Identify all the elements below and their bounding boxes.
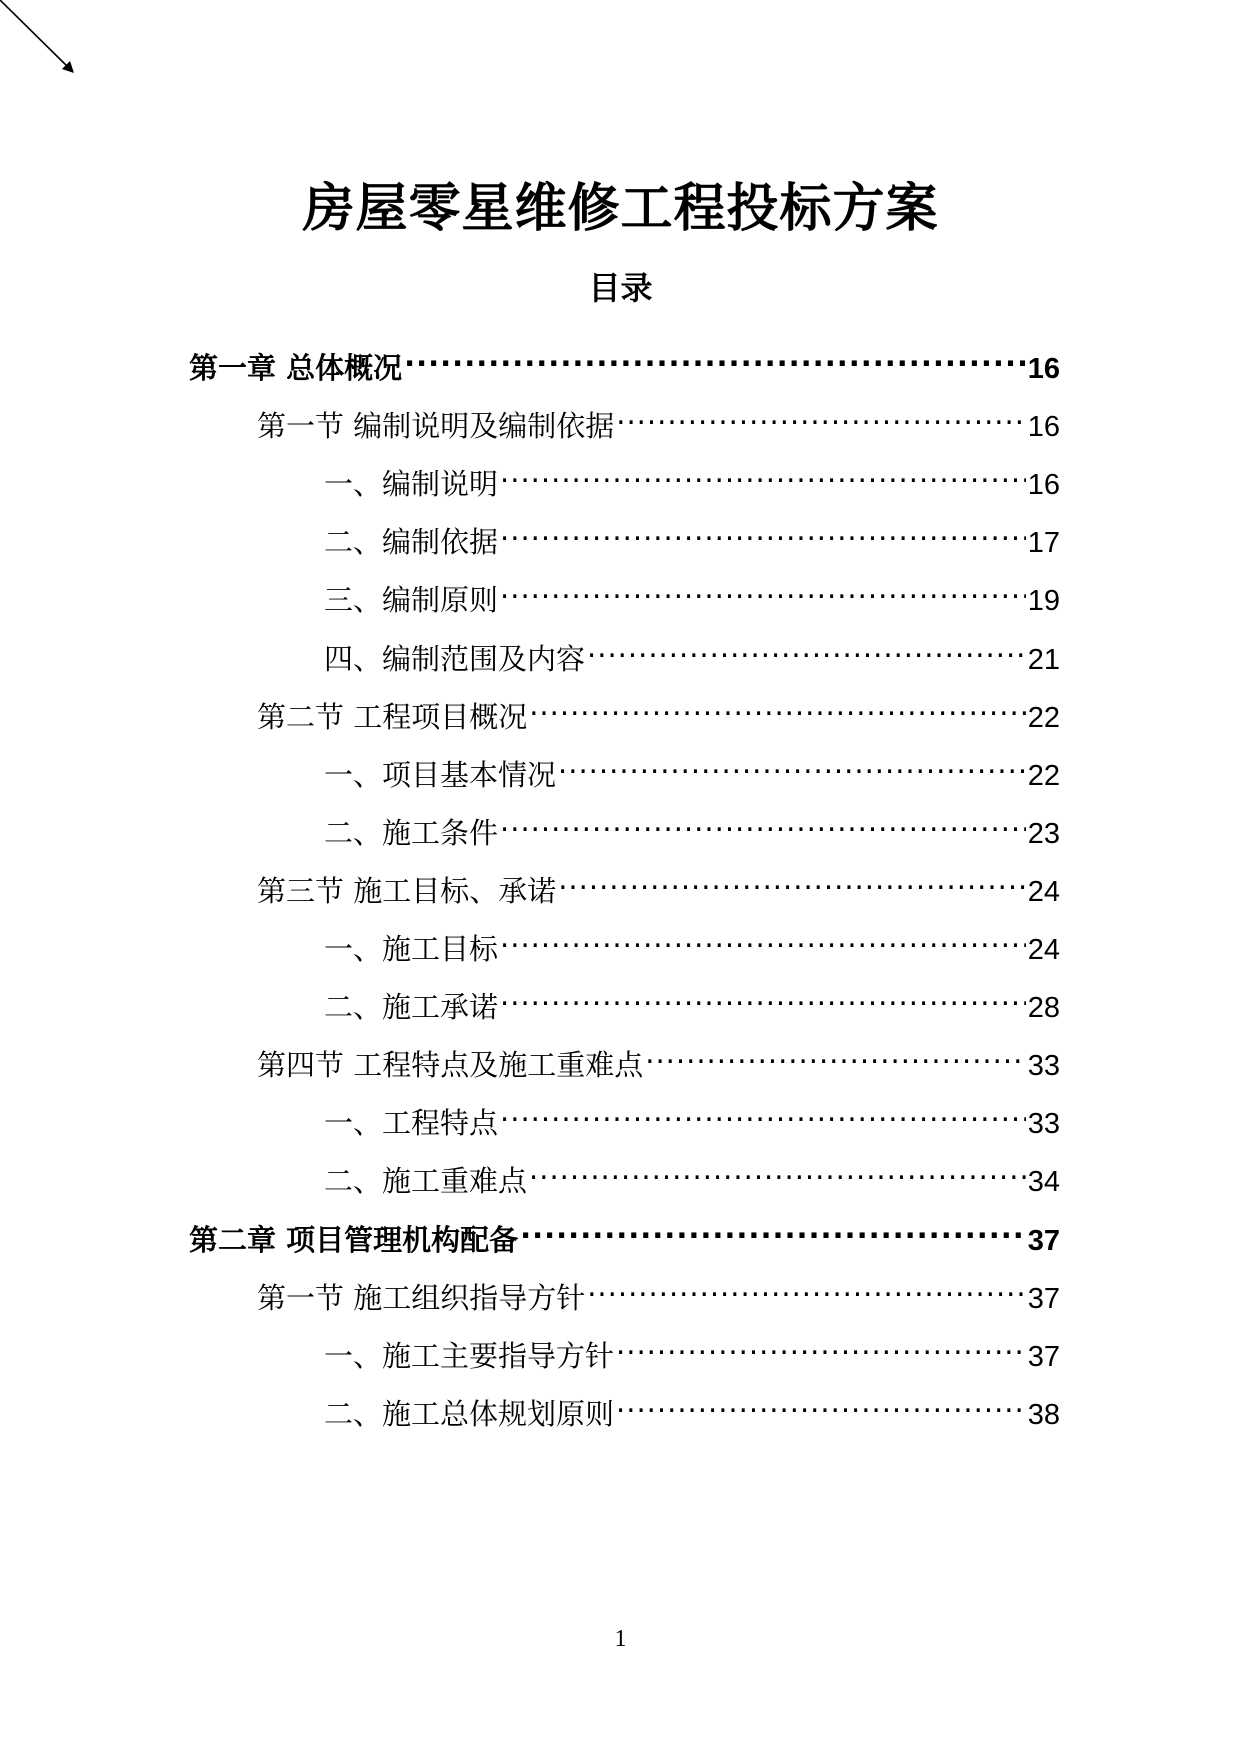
- toc-heading: 目录: [588, 269, 653, 307]
- toc-entry-label: 第三节 施工目标、承诺: [257, 873, 557, 908]
- toc-entry-label: 一、施工主要指导方针: [324, 1338, 615, 1373]
- corner-arrow-icon: [0, 0, 80, 80]
- toc-entry-label: 第二节 工程项目概况: [257, 699, 528, 734]
- toc-entry-label: 一、编制说明: [324, 467, 499, 502]
- toc-entry-page: 21: [1027, 643, 1060, 676]
- toc-entry-page: 33: [1027, 1050, 1060, 1083]
- toc-entry-page: 37: [1027, 1282, 1060, 1315]
- toc-entry-page: 37: [1027, 1340, 1060, 1373]
- toc-entry-label: 三、编制原则: [324, 583, 499, 618]
- toc-entry-label: 第二章 项目管理机构配备: [189, 1222, 519, 1257]
- toc-entry-label: 二、施工条件: [324, 815, 499, 850]
- toc-dot-leader: [616, 392, 1026, 436]
- toc-entry-page: 37: [1027, 1224, 1060, 1257]
- toc-entry[interactable]: [257, 683, 1060, 734]
- toc-entry[interactable]: [324, 973, 1060, 1025]
- toc-entry[interactable]: [257, 1031, 1060, 1083]
- toc-dot-leader: [558, 857, 1026, 901]
- toc-entry-label: 二、施工承诺: [324, 990, 499, 1025]
- toc-entry[interactable]: [324, 1322, 1060, 1373]
- toc-entry-page: 28: [1027, 992, 1060, 1025]
- toc-entry-page: 22: [1027, 701, 1060, 734]
- toc-entry[interactable]: [257, 857, 1060, 908]
- toc-entry-label: 一、施工目标: [324, 932, 499, 966]
- toc-dot-leader: [587, 625, 1026, 669]
- toc-entry-page: 24: [1027, 934, 1060, 966]
- toc-entry[interactable]: [324, 625, 1060, 676]
- toc-entry-page: 16: [1027, 469, 1060, 502]
- toc-entry[interactable]: [324, 566, 1060, 618]
- toc-entry[interactable]: [189, 334, 1060, 385]
- toc-dot-leader: [616, 1380, 1026, 1424]
- toc-entry[interactable]: [324, 799, 1060, 850]
- toc-dot-leader: [587, 1264, 1026, 1308]
- toc-dot-leader: [500, 566, 1026, 610]
- toc-dot-leader: [616, 1322, 1026, 1366]
- toc-dot-leader: [558, 741, 1026, 785]
- toc-entry-page: 34: [1027, 1166, 1060, 1199]
- toc-entry-label: 一、项目基本情况: [324, 757, 557, 792]
- page-number: 1: [614, 1626, 627, 1652]
- toc-dot-leader: [500, 1089, 1026, 1133]
- toc-dot-leader: [500, 450, 1026, 494]
- toc-entry-page: 19: [1027, 585, 1060, 618]
- toc-entry[interactable]: [324, 1147, 1060, 1199]
- toc-entry-page: 24: [1027, 875, 1060, 908]
- toc-dot-leader: [500, 799, 1026, 843]
- toc-dot-leader: [645, 1031, 1026, 1075]
- toc-dot-leader: [529, 683, 1026, 727]
- toc-entry[interactable]: [324, 1089, 1060, 1141]
- toc-entry-page: 17: [1027, 527, 1060, 560]
- toc-entry[interactable]: [324, 915, 1060, 966]
- toc-entry-label: 二、编制依据: [324, 525, 499, 560]
- toc-entry-label: 四、编制范围及内容: [324, 641, 586, 676]
- toc-entry-label: 二、施工重难点: [324, 1164, 528, 1199]
- toc-dot-leader: [529, 1147, 1026, 1191]
- toc-entry[interactable]: [324, 450, 1060, 502]
- toc-dot-leader: [404, 334, 1026, 378]
- toc-entry-label: 第一节 施工组织指导方针: [257, 1280, 586, 1315]
- toc-entry-page: 33: [1027, 1108, 1060, 1141]
- toc-dot-leader: [500, 915, 1026, 959]
- toc-entry[interactable]: [324, 741, 1060, 792]
- toc-entry-label: 第一节 编制说明及编制依据: [257, 409, 615, 444]
- toc-entry-page: 22: [1027, 759, 1060, 792]
- document-title: 房屋零星维修工程投标方案: [302, 179, 939, 239]
- toc-entry-page: 16: [1027, 411, 1060, 444]
- toc-dot-leader: [520, 1206, 1026, 1250]
- toc-entry[interactable]: [324, 508, 1060, 560]
- toc-entry[interactable]: [257, 392, 1060, 444]
- toc-entry[interactable]: [189, 1206, 1060, 1257]
- toc-entry[interactable]: [257, 1264, 1060, 1315]
- toc-entry-label: 一、工程特点: [324, 1106, 499, 1141]
- toc-entry-label: 二、施工总体规划原则: [324, 1396, 615, 1431]
- toc-dot-leader: [500, 508, 1026, 552]
- toc-dot-leader: [500, 973, 1026, 1017]
- toc-entry-page: 38: [1027, 1398, 1060, 1431]
- toc-entry-label: 第四节 工程特点及施工重难点: [257, 1048, 644, 1083]
- toc-entry-page: 16: [1027, 353, 1060, 385]
- toc-entry-label: 第一章 总体概况: [189, 351, 403, 385]
- toc-entry[interactable]: [324, 1380, 1060, 1431]
- toc-entry-page: 23: [1027, 817, 1060, 850]
